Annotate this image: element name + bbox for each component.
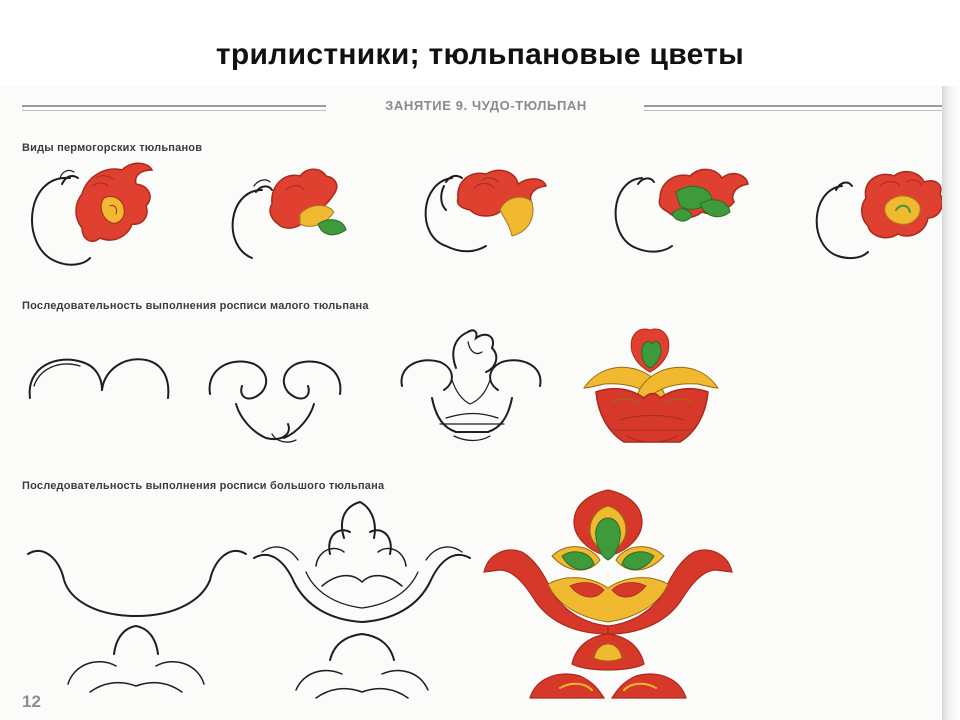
small-tulip-step-4-colored (584, 329, 718, 442)
tulip-illustrations (0, 86, 942, 720)
tulip-variant-2 (233, 169, 346, 258)
section-label-big-tulip: Последовательность выполнения росписи большого тюльпана (22, 480, 385, 492)
big-tulip-step-3-colored (484, 490, 732, 698)
page-number: 12 (22, 692, 41, 711)
big-tulip-step-1 (28, 551, 246, 692)
lesson-title: ЗАНЯТИЕ 9. ЧУДО-ТЮЛЬПАН (385, 98, 587, 113)
page-binding-edge (942, 86, 960, 720)
tulip-variant-3 (426, 170, 546, 251)
tulip-variant-4 (616, 169, 748, 251)
tulip-variant-5 (817, 172, 942, 258)
small-tulip-step-1 (30, 359, 169, 398)
small-tulip-step-2 (210, 362, 341, 442)
section-label-small-tulip: Последовательность выполнения росписи малого тюльпана (22, 300, 369, 312)
section-label-types: Виды пермогорских тюльпанов (22, 142, 203, 154)
textbook-page-scan (0, 86, 960, 720)
slide-title: трилистники; тюльпановые цветы (215, 38, 745, 71)
big-tulip-step-2 (254, 502, 470, 698)
small-tulip-step-3 (402, 330, 541, 440)
tulip-variant-1 (32, 163, 152, 264)
